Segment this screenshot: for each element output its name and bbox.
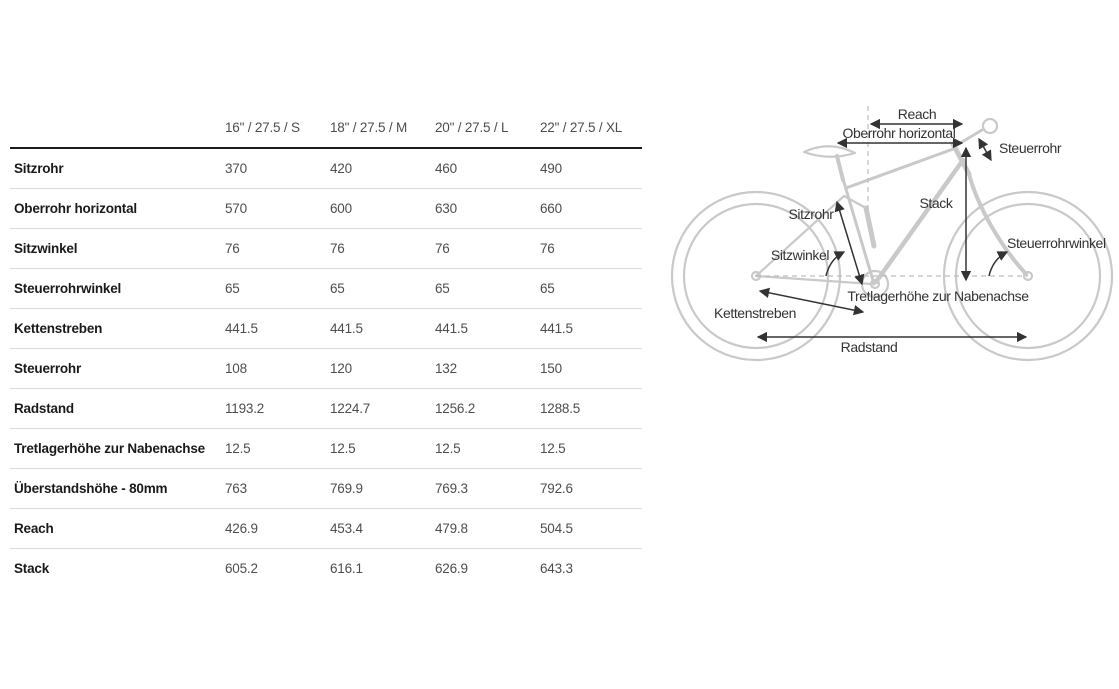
value-cell: 76: [330, 241, 345, 256]
row-label-cell: Stack: [14, 561, 50, 576]
value-cell: 643.3: [540, 561, 573, 576]
value-cell: 626.9: [435, 561, 468, 576]
value-cell: 65: [225, 281, 240, 296]
bike-geometry-diagram: [670, 90, 1119, 390]
table-row: [10, 429, 642, 469]
value-cell: 600: [330, 201, 352, 216]
value-cell: 420: [330, 161, 352, 176]
value-cell: 570: [225, 201, 247, 216]
value-cell: 132: [435, 361, 457, 376]
row-label-cell: Oberrohr horizontal: [14, 201, 137, 216]
diagram-label-oberrohr: Oberrohr horizontal: [842, 125, 956, 141]
diagram-label-reach: Reach: [897, 106, 937, 122]
column-header: 18" / 27.5 / M: [330, 119, 408, 135]
diagram-label-tretlagerhoehe: Tretlagerhöhe zur Nabenachse: [847, 288, 1029, 304]
diagram-label-steuerrohr: Steuerrohr: [999, 140, 1062, 156]
value-cell: 120: [330, 361, 352, 376]
table-row: [10, 309, 642, 349]
value-cell: 65: [540, 281, 555, 296]
table-row: [10, 549, 642, 588]
value-cell: 460: [435, 161, 457, 176]
row-label-cell: Radstand: [14, 401, 74, 416]
value-cell: 12.5: [225, 441, 251, 456]
value-cell: 150: [540, 361, 562, 376]
value-cell: 763: [225, 481, 247, 496]
value-cell: 660: [540, 201, 562, 216]
value-cell: 65: [435, 281, 450, 296]
value-cell: 504.5: [540, 521, 573, 536]
value-cell: 1256.2: [435, 401, 476, 416]
diagram-label-sitzwinkel: Sitzwinkel: [770, 247, 830, 263]
table-row: [10, 389, 642, 429]
handlebar-grip: [983, 119, 997, 133]
value-cell: 370: [225, 161, 247, 176]
value-cell: 616.1: [330, 561, 363, 576]
row-label-cell: Tretlagerhöhe zur Nabenachse: [14, 441, 205, 456]
top-tube: [846, 148, 956, 188]
value-cell: 108: [225, 361, 247, 376]
value-cell: 792.6: [540, 481, 573, 496]
rear-shock: [866, 208, 874, 246]
bike-sketch-svg: [670, 90, 1119, 390]
value-cell: 605.2: [225, 561, 258, 576]
diagram-label-stack: Stack: [919, 195, 953, 211]
value-cell: 76: [225, 241, 240, 256]
table-header-row: [10, 107, 642, 149]
value-cell: 1224.7: [330, 401, 371, 416]
saddle: [804, 146, 855, 157]
chainstay-tube: [756, 276, 872, 284]
value-cell: 76: [540, 241, 555, 256]
value-cell: 630: [435, 201, 457, 216]
value-cell: 1288.5: [540, 401, 581, 416]
steuerrohrwinkel-arc-arrow: [989, 252, 1007, 276]
value-cell: 1193.2: [225, 401, 265, 416]
value-cell: 12.5: [540, 441, 566, 456]
steuerrohr-arrow: [979, 139, 991, 160]
value-cell: 65: [330, 281, 345, 296]
value-cell: 441.5: [435, 321, 468, 336]
row-label-cell: Steuerrohr: [14, 361, 82, 376]
diagram-label-radstand: Radstand: [840, 339, 898, 355]
row-label-cell: Sitzrohr: [14, 161, 64, 176]
value-cell: 769.9: [330, 481, 363, 496]
row-label-cell: Kettenstreben: [14, 321, 103, 336]
value-cell: 453.4: [330, 521, 363, 536]
seatpost: [837, 156, 843, 180]
down-tube: [876, 160, 963, 282]
value-cell: 769.3: [435, 481, 468, 496]
row-label-cell: Sitzwinkel: [14, 241, 78, 256]
value-cell: 441.5: [540, 321, 573, 336]
rocker-link: [844, 196, 866, 208]
column-header: 22" / 27.5 / XL: [540, 119, 623, 135]
diagram-label-sitzrohr: Sitzrohr: [788, 206, 834, 222]
table-row: [10, 149, 642, 189]
row-label-cell: Steuerrohrwinkel: [14, 281, 122, 296]
diagram-label-steuerrohrwinkel: Steuerrohrwinkel: [1007, 235, 1106, 251]
value-cell: 479.8: [435, 521, 468, 536]
value-cell: 441.5: [225, 321, 258, 336]
table-row: [10, 469, 642, 509]
value-cell: 441.5: [330, 321, 363, 336]
value-cell: 12.5: [330, 441, 356, 456]
row-label-cell: Überstandshöhe - 80mm: [14, 481, 168, 496]
column-header: 16" / 27.5 / S: [225, 119, 300, 135]
table-row: [10, 349, 642, 389]
value-cell: 490: [540, 161, 562, 176]
value-cell: 426.9: [225, 521, 258, 536]
value-cell: 76: [435, 241, 450, 256]
table-row: [10, 189, 642, 229]
table-row: [10, 509, 642, 549]
diagram-label-kettenstreben: Kettenstreben: [714, 305, 796, 321]
table-body: [10, 149, 642, 588]
table-row: [10, 229, 642, 269]
value-cell: 12.5: [435, 441, 461, 456]
row-label-cell: Reach: [14, 521, 54, 536]
table-row: [10, 269, 642, 309]
column-header: 20" / 27.5 / L: [435, 119, 509, 135]
geometry-table: [10, 107, 642, 588]
